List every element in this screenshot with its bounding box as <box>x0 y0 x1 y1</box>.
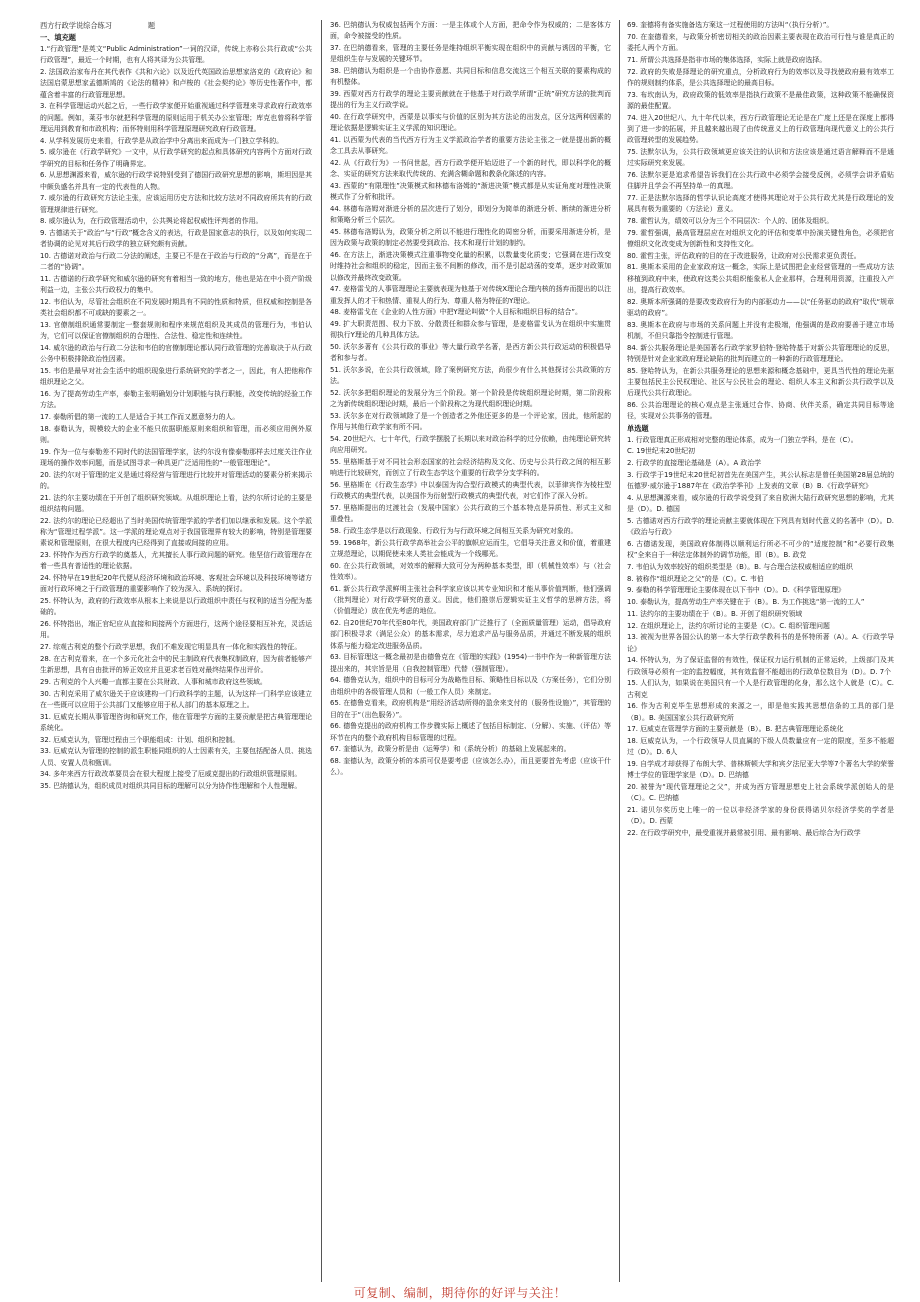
question-item: 31. 厄威克长期从事管理咨询和研究工作，他在管理学方面的主要贡献是把古典管理理论系统化。 <box>40 712 312 732</box>
question-item: 25. 怀特认为，政府的行政效率从根本上来说是以行政组织中责任与权利的适当分配为基础的。 <box>40 597 312 617</box>
question-item: 18. 泰勒认为，规模较大的企业不能只依据职能原则来组织和管理，而必须应用例外原则。 <box>40 424 312 444</box>
question-item: 9. 泰勒的科学管理理论主要体现在以下书中（D）。D.《科学管理原理》 <box>627 586 845 595</box>
column-middle-body <box>330 20 611 779</box>
column-divider-right <box>619 20 620 1282</box>
question-item: 6. 从思想渊源来看，威尔逊的行政学说特别受到了德国行政研究思想的影响，斯坦因是其中颇负盛名并具有一定的代表性的人物。 <box>40 171 312 191</box>
column-left <box>40 20 312 1278</box>
question-item: 33. 厄威克认为管理的控制的派生职能同组织的人士因素有关，主要包括配备人员、挑选人员、安置人员和甄训。 <box>40 747 312 767</box>
question-item: 47. 麦格雷戈的人事管理理论主要就表现为他基于对传统X理论合理内核的扬弃而提出的以注重发挥人的才干和热情、重视人的行为、尊重人格为特征的Y理论。 <box>330 285 611 305</box>
question-item: 8. 被称作“组织理论之父”的是（C）。C. 韦伯 <box>627 574 764 583</box>
question-item: 4. 从学科发展历史来看，行政学是从政治学中分离出来而成为一门独立学科的。 <box>40 136 284 145</box>
question-item: 10. 古德诺对政治与行政二分法的阐述，主要已不是在于政治与行政的“分离”，而是在于二者的“协调”。 <box>40 252 312 272</box>
question-item: 65. 在德鲁克看来，政府机构是“用经济活动所得的盈余来支付的（服务性设施）”，其管理的目的在于“（出色服务）”。 <box>330 699 611 719</box>
question-item: 20. 被誉为“现代管理理论之父”，并成为西方管理思想史上社会系统学派创始人的是（C）。C. 巴纳德 <box>627 783 894 803</box>
question-item: 54. 20世纪六、七十年代，行政学摆脱了长期以来对政治科学的过分依赖，由纯理论研究转向应用研究。 <box>330 435 611 455</box>
question-item: 19. 自学成才却获得了布朗大学、普林斯顿大学和宾夕法尼亚大学等7个著名大学的荣誉博士学位的管理学家是（D）。D. 巴纳德 <box>627 760 894 780</box>
question-item: 37. 在巴纳德看来，管理的主要任务是维持组织平衡实现在组织中的贡献与诱因的平衡，它是组织生存与发展的关键环节。 <box>330 44 611 64</box>
question-item: 14. 怀特认为，为了保证监督的有效性，保证权力运行机制的正常运转，上级部门及其行政领导必须有一定的监控幅度，其有效监督不能超出的行政单位数目为（D）。D. 7个 <box>627 656 894 676</box>
question-item: 78. 霍哲认为，绩效可以分为三个不同层次：个人的、团体及组织。 <box>627 216 834 225</box>
question-item: 21. 诺贝尔奖历史上唯一的一位以非经济学家的身份获得诺贝尔经济学奖的学者是（D）。D. 西蒙 <box>627 806 894 826</box>
page-title: 西方行政学说综合练习 题 <box>40 21 156 30</box>
question-item: 7. 韦伯认为效率较好的组织类型是（B）。B. 与合理合法权威相适应的组织 <box>627 562 853 571</box>
question-item: 20. 法约尔对于管理的定义是通过将经营与管理进行比较并对管理活动的要素分析来揭示的。 <box>40 470 312 490</box>
question-item: 7. 威尔逊的行政研究方法论主张，应该运用历史方法和比较方法对不同政府所共有的行政管理规律进行研究。 <box>40 194 312 214</box>
question-item: 76. 法默尔更是追求希望告诉我们在公共行政中必须学会接受反例，必须学会讲矛盾贴住脚并且学会不再坚持单一的真理。 <box>627 170 894 190</box>
question-item: 1. 行政管理真正形成相对完整的理论体系，成为一门独立学科，是在（C）。 <box>627 435 858 444</box>
question-item: 38. 巴纳德认为组织是一个由协作意愿、共同目标和信息交流这三个相互关联的要素构成的有机整体。 <box>330 67 611 87</box>
question-item: 一、填充题 <box>40 33 76 43</box>
question-item: 84. 新公共服务理论是美国著名行政学家罗伯特·登哈特基于对新公共管理理论的反思，特别是针对企业家政府理论缺陷的批判而建立的一种新的行政管理理论。 <box>627 343 894 363</box>
column-left-body <box>40 32 312 792</box>
question-item: 70. 在奎德看来，与政策分析密切相关的政治因素主要表现在政治可行性与谁是真正的委托人两个方面。 <box>627 32 894 52</box>
question-item: 29. 古利克的个人兴趣一直都主要在公共财政、人事和城市政府这些领域。 <box>40 677 267 686</box>
question-item: 12. 韦伯认为，尽管社会组织在不同发展时期具有不同的性质和特质，但权威和控制是各类社会组织都不可或缺的要素之一。 <box>40 298 312 318</box>
question-item: 45. 林德布洛姆认为，政策分析之所以不能进行理性化的周密分析，而要采用渐进分析，是因为政策与政策的制定必然要受到政治、技术和现行计划的制约。 <box>330 228 611 248</box>
question-item: 11. 法约尔的主要功绩在于（B）。B. 开创了组织研究领域 <box>627 609 803 618</box>
question-item: 27. 综观古利克的整个行政学思想，我们不难发现它明显具有一体化和实践性的特征。 <box>40 643 302 651</box>
question-item: 26. 怀特指出，端正官纪应从直接和间接两个方面进行，这两个途径要相互补充，灵活运用。 <box>40 620 312 640</box>
question-item: 28. 在古利克看来，在一个多元化社会中的民主制政府代表集权制政府，因为前者能够产生新思想，具有自由批评的矫正效应并且更求老百姓对最终结果作出评价。 <box>40 654 312 674</box>
question-item: C. 19世纪末20世纪初 <box>627 447 696 456</box>
question-item: 85. 登哈特认为，在新公共服务理论的思想来源和概念基础中，更具当代性的理论先驱主要包括民主公民权理论、社区与公民社会的理论、组织人本主义和新公共行政学以及后现代公共行政理论。 <box>627 366 894 397</box>
column-right <box>627 20 894 1278</box>
question-item: 71. 所谓公共选择是指非市场的集体选择，实际上就是政府选择。 <box>627 55 827 64</box>
question-item: 15. 韦伯是最早对社会生活中的组织现象进行系统研究的学者之一，因此，有人把他称作组织理论之父。 <box>40 367 312 387</box>
question-item: 8. 威尔逊认为，在行政管理活动中，公共舆论将起权威性评判者的作用。 <box>40 217 263 226</box>
question-item: 81. 奥斯本采用的企业家政府这一概念，实际上是试图把企业经营管理的一些成功方法移植到政府中来，使政府这类公共组织能象私人企业那样，合理利用资源，注重投入产出，提高行政效率。 <box>627 263 894 294</box>
question-item: 56. 里格斯在《行政生态学》中以泰国为沟合型行政模式的典型代表，以菲律宾作为棱柱型行政模式的典型代表，以美国作为衍射型行政模式的典型代表，对它们作了深入分析。 <box>330 481 611 501</box>
question-item: 77. 正是法默尔选择的哲学认识论高度才使得其理论对于公共行政尤其是行政理论的发展具有极为重要的（方法论）意义。 <box>627 193 894 213</box>
question-item: 48. 麦格雷戈在《企业的人性方面》中把Y理论叫做“个人目标和组织目标的结合”。 <box>330 308 582 317</box>
question-item: 79. 霍哲强调，最高管理层应在对组织文化的评估和变革中扮演关键性角色，必须把官僚组织文化改变成为创新性和支持性文化。 <box>627 228 894 248</box>
question-item: 19. 作为一位与泰勒差不同时代的法国管理学家，法约尔没有像泰勒那样去过度关注作业现场的操作效率问题，而是试图寻求一种具更广泛适用性的“一般管理理论”。 <box>40 447 312 467</box>
question-item: 58. 行政生态学是以行政现象、行政行为与行政环境之间相互关系为研究对象的。 <box>330 527 578 535</box>
question-item: 10. 泰勒认为，提高劳动生产率关键在于（B）。B. 为工作挑选“第一流的工人” <box>627 598 865 606</box>
question-item: 49. 扩大职责范围、权力下放、分散责任和群众参与管理，是麦格雷戈认为在组织中实施贯彻执行Y理论的几种具体方法。 <box>330 320 611 340</box>
question-item: 15. 人们认为，如果说在美国只有一个人是行政管理的化身，那么这个人就是（C）。C. 古利克 <box>627 679 894 699</box>
question-item: 24. 怀特早在19世纪20年代便从经济环境和政治环境、客观社会环境以及科技环境等诸方面对行政环境之于行政管理的重要影响作了较为深入、系统的探讨。 <box>40 574 312 594</box>
question-item: 55. 里格斯基于对不同社会形态国家的社会经济结构及文化、历史与公共行政之间的相互影响进行比较研究，而创立了行政生态学这个重要的行政学分支学科的。 <box>330 458 611 478</box>
question-item: 21. 法约尔主要功绩在于开创了组织研究领域。从组织理论上看，法约尔所讨论的主要是组织结构问题。 <box>40 493 312 513</box>
question-item: 39. 西蒙对西方行政学的理论主要贡献就在于他基于对行政学所谓“正统”研究方法的批判而提出的行为主义行政学说。 <box>330 90 611 110</box>
question-item: 1.“行政管理”是英文“Public Administration”一词的汉译，传统上亦称公共行政或“公共行政管理”，最近一个时期，也有人将其译为公共管理。 <box>40 45 312 65</box>
question-item: 2. 行政学的直接理论基础是（A）。A 政治学 <box>627 459 762 467</box>
question-item: 3. 在科学管理运动兴起之后，一些行政学家便开始重视通过科学管理来寻求政府行政效率的问题。例如，莱芬韦尔就把科学管理的原则运用于机关办公室管理；库克也曾将科学管理运用到教育和市政机构；而怀特则用科学管理原理研究政府行政管理。 <box>40 102 312 133</box>
question-item: 53. 沃尔多在对行政领域除了是一个创造者之外他还更多的是一个评论家，因此，他所起的作用与其他行政学家有所不同。 <box>330 412 611 432</box>
question-item: 35. 巴纳德认为，组织成员对组织共同目标的理解可以分为协作性理解和个人性理解。 <box>40 782 302 790</box>
question-item: 16. 为了提高劳动生产率，泰勒主张明确划分计划职能与执行职能，改变传统的经验工作方法。 <box>40 390 312 410</box>
question-item: 42. 从《行政行为》一书问世起，西方行政学便开始迈进了一个新的时代，即以科学化的概念、实证的研究方法来取代传统的、充满含糊命题和教条化陈述的内容。 <box>330 159 611 179</box>
question-item: 11. 古德诺的行政学研究和威尔逊的研究有着相当一致的地方，他也是站在中小资产阶级利益一边，主张公共行政权力的集中。 <box>40 275 312 295</box>
question-item: 50. 沃尔多著有《公共行政的事业》等大量行政学名著，是西方新公共行政运动的积极倡导者和参与者。 <box>330 343 611 363</box>
question-item: 51. 沃尔多说，在公共行政领域，除了案例研究方法，尚很少有什么其他探讨公共政策的方法。 <box>330 366 611 386</box>
question-item: 9. 古德诺关于“政治”与“行政”概念含义的表达，行政是国家意志的执行，以及如何实现二者协调的论见对其后行政学的独立研究颇有贡献。 <box>40 229 312 249</box>
question-item: 52. 沃尔多把组织理论的发展分为三个阶段。第一个阶段是传统组织理论时期，第二阶段称之为新传统组织理论时期，最后一个阶段称之为现代组织理论时期。 <box>330 389 611 409</box>
question-item: 2. 法国政治家布丹在其代表作《共和六论》以及近代英国政治思想家洛克的《政府论》和法国启蒙思想家孟德斯鸠的《论法的精神》和卢梭的《社会契约论》等历史性著作中，都蕴含着丰富的行政管理思想。 <box>40 68 312 99</box>
question-item: 63. 目标管理这一概念最初是由德鲁克在《管理的实践》(1954)一书中作为一种新管理方法提出来的，其宗旨是用（自我控制管理）代替（强制管理）。 <box>330 653 611 673</box>
question-item: 66. 德鲁克提出的政府机构工作步骤实际上概述了包括目标制定、（分解）、实施、（评估）等环节在内的整个政府机构目标管理的过程。 <box>330 722 611 742</box>
question-item: 62. 自20世纪70年代至80年代，美国政府部门广泛推行了（全面质量管理）运动，倡导政府部门积极寻求（满足公众）的基本需求，尽力追求产品与服务品质，并通过不断发展的组织体系与能力稳定改进服务品质。 <box>330 619 611 650</box>
question-item: 22. 法约尔的理论已经超出了当时美国传统管理学派的学者们加以继承和发展。这个学派称为“管理过程学派”。这一学派的理论观点对于我国管理界有较大的影响，特别是管理要素说和管理原则，在很大程度内已经得到了直接或间接的应用。 <box>40 516 312 548</box>
question-item: 5. 古德诺对西方行政学的理论贡献主要就体现在下列具有划时代意义的名著中（D）。D.《政治与行政》 <box>627 516 894 536</box>
question-item: 30. 古利克采用了威尔逊关于应该建构一门行政科学的主题，认为这样一门科学应该建立在一些既可以应用于公共部门又能够应用于私人部门的基本原理之上。 <box>40 689 312 709</box>
question-item: 32. 厄威克认为，管理过程由三个职能组成：计划、组织和控制。 <box>40 735 240 744</box>
question-item: 86. 公共治理理论的核心观点是主张通过合作、协商、伙伴关系，确定共同目标等途径，实现对公共事务的管理。 <box>627 400 894 420</box>
footer-note: 可复制、编制，期待你的好评与关注！ <box>353 1286 567 1300</box>
question-item: 12. 在组织理论上，法约尔所讨论的主要是（C）。C. 组织管理问题 <box>627 621 830 630</box>
question-item: 67. 奎德认为，政策分析是由（运筹学）和（系统分析）的基础上发展起来的。 <box>330 745 571 754</box>
question-item: 74. 进入20世纪八、九十年代以来，西方行政管理论无论是在广度上还是在深度上都得到了进一步的拓展，并且越来越出现了由传统意义上的行政管理向现代意义上的公共行政管理转型的发展趋势。 <box>627 113 894 144</box>
question-item: 82. 奥斯本所强调的是要改变政府行为的内部驱动力——以“任务驱动的政府”取代“规章驱动的政府”。 <box>627 297 894 317</box>
question-item: 34. 多年来西方行政改革要员会在很大程度上接受了厄威克提出的行政组织管理原则。 <box>40 770 302 779</box>
column-divider-left <box>321 20 322 1282</box>
question-item: 6. 古德诺发现，美国政府体制得以顺利运行所必不可少的“适度控制”和“必要行政集权”全来自于一种法定体制外的调节功能，即（B）。B. 政党 <box>627 539 894 559</box>
question-item: 44. 林德布洛姆对渐进分析的层次进行了划分，即划分为简单的渐进分析、断续的渐进分析和策略分析三个层次。 <box>330 205 611 225</box>
question-item: 17. 泰勒所倡的第一流的工人是适合于其工作而又愿意努力的人。 <box>40 413 240 421</box>
question-item: 46. 在方法上，渐进决策模式注重事物变化量的积累，以数量变化质变；它强调在进行改变时维持社会和组织的稳定，因而主张不间断的修改，而不是引起动荡的变革，逐步对政策加以修改并最终改变政策。 <box>330 251 611 282</box>
question-item: 68. 奎德认为，政策分析的本质可仅是要考虑（应该怎么办），而且更要首先考虑（应该干什么）。 <box>330 757 611 777</box>
question-item: 59. 1968年，新公共行政学高举社会公平的旗帜应运而生，它倡导关注意义和价值，着重建立规范理论，以期促使未来人类社会能成为一个线哪光。 <box>330 538 611 558</box>
column-right-body <box>627 20 894 839</box>
question-item: 61. 新公共行政学派鲜明主张社会科学家应该以其专业知识和才能从事价值判断，他们强调（批判理论）对行政学研究的意义。因此，他们推崇后逻辑实证主义哲学的思辨方法，将（价值理论）放在优先考虑的地位。 <box>330 584 611 616</box>
question-item: 23. 怀特作为西方行政学的奠基人，尤其擅长人事行政问题的研究。他坚信行政管理存在着一些具有普适性的理论依据。 <box>40 551 312 571</box>
question-item: 单选题 <box>627 423 649 433</box>
question-item: 4. 从思想渊源来看，威尔逊的行政学说受到了来自欧洲大陆行政研究思想的影响，尤其是（D）。D. 德国 <box>627 493 894 513</box>
question-item: 64. 德鲁克认为，组织中的目标可分为战略性目标、策略性目标以及（方案任务），它们分别由组织中的各级管理人员和（一般工作人员）来制定。 <box>330 676 611 696</box>
question-item: 72. 政府的失败是择理论的研究重点，分析政府行为的效率以及寻找使政府最有效率工作的规则制约体系，是公共选择理论的最高目标。 <box>627 67 894 87</box>
question-item: 57. 里格斯提出的过渡社会（发展中国家）公共行政的三个基本特点是异质性、形式主义和重叠性。 <box>330 504 611 524</box>
question-item: 14. 威尔逊的政治与行政二分法和韦伯的官僚制理论都认同行政管理的完善取决于从行政公务中积极排除政治性因素。 <box>40 344 312 364</box>
question-item: 13. 被视为世界各国公认的第一本大学行政学教科书的是怀特所著（A）。A.《行政学导论》 <box>627 633 894 653</box>
question-item: 43. 西蒙的“有限理性”决策模式和林德布洛姆的“渐进决策”模式都是从实证角度对理性决策模式作了分析和批评。 <box>330 182 611 202</box>
column-middle <box>330 20 611 1278</box>
question-item: 80. 霍哲主张，评估政府的目的在于改进服务，让政府对公民需求更负责任。 <box>627 251 861 260</box>
question-item: 3. 行政学于19世纪末20世纪初首先在美国产生，其公认标志是曾任美国第28届总统的伍德罗·威尔逊于1887年在《政治学季刊》上发表的文章（B）B.《行政学研究》 <box>627 470 894 490</box>
question-item: 16. 作为古利克毕生思想形成的来源之一，即是他实践其思想信条的工具的部门是（B）。B. 美国国家公共行政研究所 <box>627 702 894 722</box>
question-item: 41. 以西蒙为代表的当代西方行为主义学派政治学者的重要方法论主张之一就是提出新的概念工具去从事研究。 <box>330 136 611 156</box>
question-item: 13. 官僚制组织通常要制定一整套规则和程序来规范组织及其成员的管理行为，韦伯认为，它们可以保证官僚制组织的合理性、合法性、稳定性和连续性。 <box>40 321 312 341</box>
question-item: 60. 在公共行政领域，对效率的解释大致可分为两种基本类型，即（机械性效率）与（社会性效率）。 <box>330 561 611 581</box>
question-item: 18. 厄威克认为，一个行政领导人员直属的下级人员数量应有一定的限度，至多不能超过（D）。D. 6人 <box>627 737 894 757</box>
question-item: 36. 巴纳德认为权威包括两个方面：一是主体或个人方面，把命令作为权威的；二是客体方面，命令被接受的性质。 <box>330 21 611 41</box>
question-item: 5. 威尔逊在《行政学研究》一文中，从行政学研究的起点和具体研究内容两个方面对行政学研究的目标和任务作了明确界定。 <box>40 148 312 168</box>
question-item: 40. 在行政学研究中，西蒙是以事实与价值的区别为其方法论的出发点，区分这两种因素的理论依据是逻辑实证主义学派的知识理论。 <box>330 113 611 133</box>
question-item: 75. 法默尔认为，公共行政领域更应该关注的认识和方法应该是通过语言解释而不是通过实际研究来发展。 <box>627 147 894 167</box>
question-item: 17. 厄威克在管理学方面的主要贡献是（B）。B. 把古典管理理论系统化 <box>627 725 844 734</box>
question-item: 22. 在行政学研究中，最受重视并最常被引用、最有影响、最后综合为行政学 <box>627 829 861 837</box>
question-item: 83. 奥斯本在政府与市场的关系问题上并没有走极端，他强调的是政府要善于建立市场机制，不但只靠指令控制进行管理。 <box>627 320 894 340</box>
question-item: 73. 布坎南认为，政府政策的低效率是指执行政策不是最佳政策，这种政策不能确保资源的最佳配置。 <box>627 90 894 110</box>
question-item: 69. 奎德将有备实施备选方案这一过程使用的方法叫“（执行分析）”。 <box>627 21 834 29</box>
